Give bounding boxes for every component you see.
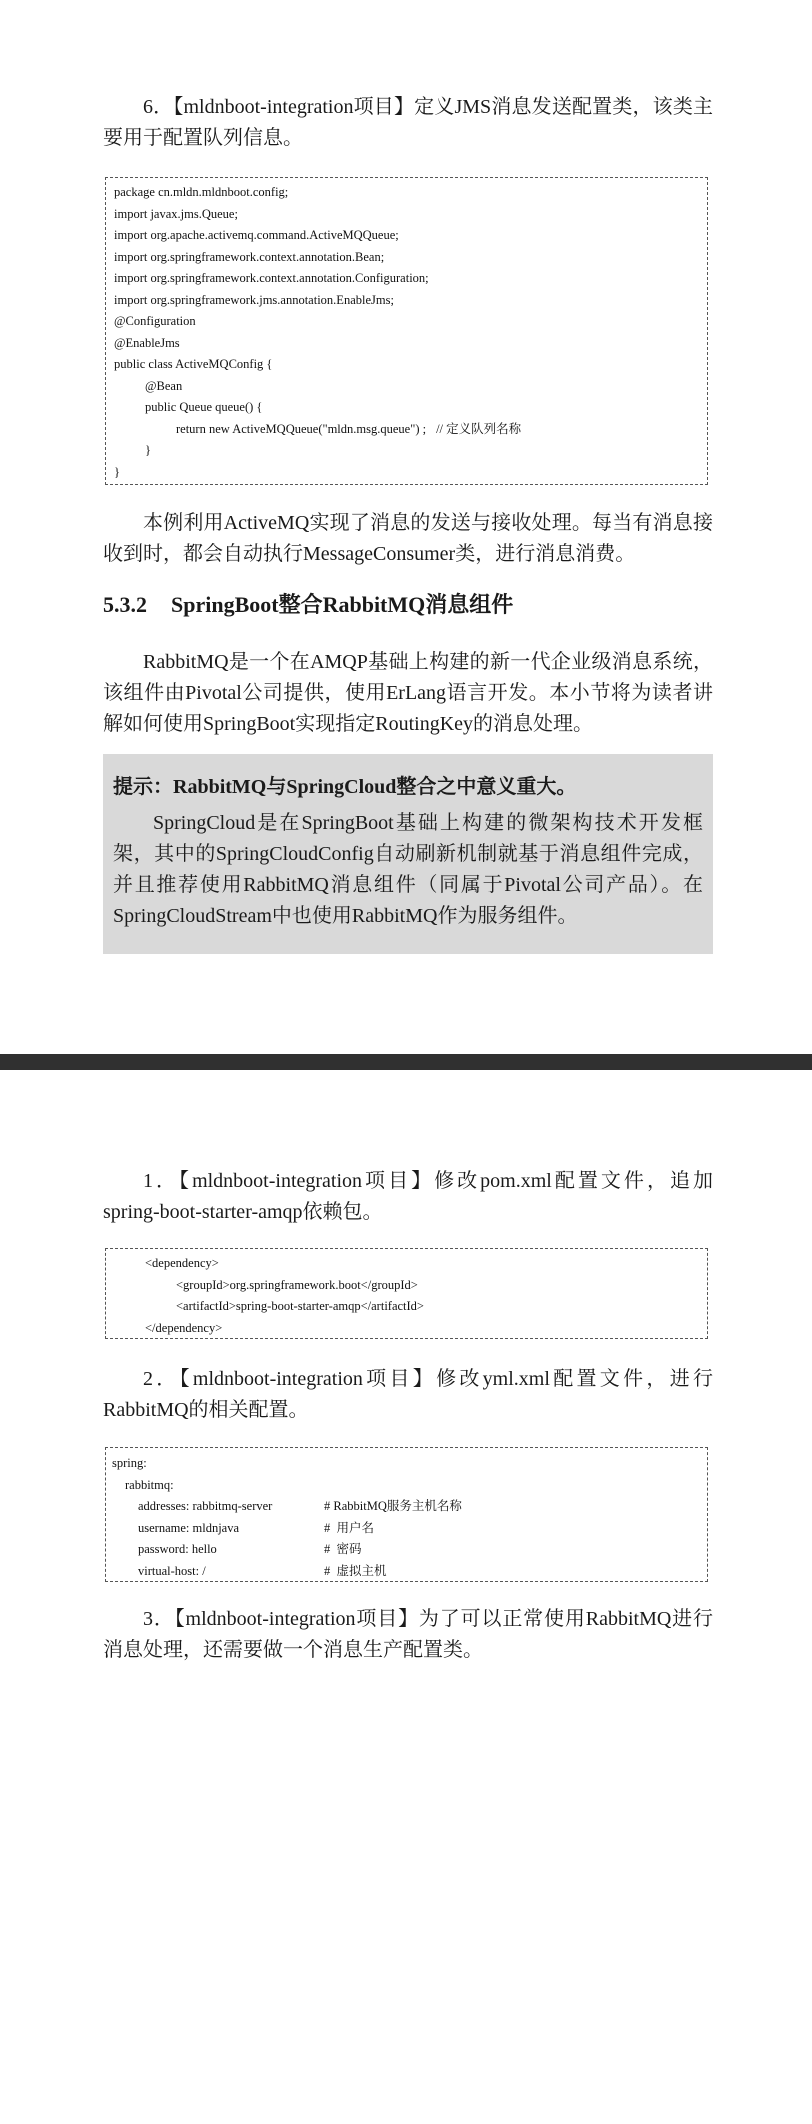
section-heading: [103, 590, 513, 620]
code-text: return new ActiveMQQueue("mldn.msg.queue") ;: [176, 421, 427, 436]
code-line-with-comment: [114, 419, 699, 441]
code-line: spring:: [112, 1456, 147, 1470]
section-number: 5.3.2: [103, 592, 147, 617]
code-line: package cn.mldn.mldnboot.config;: [114, 185, 289, 199]
code-block-pom-dependency: [105, 1248, 708, 1339]
tip-body: SpringCloud是在SpringBoot基础上构建的微架构技术开发框架，其中的SpringCloudConfig自动刷新机制就基于消息组件完成，并且推荐使用RabbitMQ消息组件（同属于Pivotal公司产品）。在SpringCloudStream中也使用RabbitMQ作为服务组件。: [113, 812, 703, 927]
paragraph-activemq-summary: 本例利用ActiveMQ实现了消息的发送与接收处理。每当有消息接收到时，都会自动执行MessageConsumer类，进行消息消费。: [103, 512, 713, 565]
code-text: username: mldnjava: [138, 1520, 240, 1535]
code-block-activemq-config: [105, 177, 708, 485]
paragraph-rabbitmq-intro: RabbitMQ是一个在AMQP基础上构建的新一代企业级消息系统，该组件由Pivotal公司提供，使用ErLang语言开发。本小节将为读者讲解如何使用SpringBoot实现指定RoutingKey的消息处理。: [103, 651, 713, 735]
code-line: import org.springframework.context.annotation.Configuration;: [114, 271, 429, 285]
code-line-with-comment: [112, 1561, 699, 1583]
code-line: import org.apache.activemq.command.ActiveMQQueue;: [114, 228, 399, 242]
code-line-with-comment: [112, 1518, 699, 1540]
code-line: import javax.jms.Queue;: [114, 206, 238, 221]
paragraph-step-6: 6．【mldnboot-integration项目】定义JMS消息发送配置类，该类主要用于配置队列信息。: [103, 96, 713, 149]
code-text: password: hello: [138, 1542, 217, 1556]
code-line-with-comment: [112, 1496, 699, 1518]
code-line: rabbitmq:: [125, 1477, 174, 1492]
code-line: @Bean: [145, 378, 183, 393]
code-block-yml-config: [105, 1447, 708, 1582]
code-comment: # RabbitMQ服务主机名称: [324, 1499, 462, 1513]
code-line: <artifactId>spring-boot-starter-amqp</artifactId>: [176, 1299, 424, 1313]
paragraph-step-1: 1．【mldnboot-integration项目】修改pom.xml配置文件，追加spring-boot-starter-amqp依赖包。: [103, 1170, 713, 1223]
code-line: <groupId>org.springframework.boot</groupId>: [176, 1277, 418, 1292]
code-line: }: [145, 443, 151, 457]
code-line: import org.springframework.jms.annotation.EnableJms;: [114, 292, 394, 307]
paragraph-step-3: 3．【mldnboot-integration项目】为了可以正常使用RabbitMQ进行消息处理，还需要做一个消息生产配置类。: [103, 1608, 713, 1661]
code-line-with-comment: [112, 1539, 699, 1561]
code-comment: # 密码: [324, 1542, 362, 1556]
code-comment: // 定义队列名称: [436, 421, 522, 436]
code-line: public Queue queue() {: [145, 400, 263, 414]
section-title: SpringBoot整合RabbitMQ消息组件: [171, 592, 514, 617]
paragraph-step-2: 2．【mldnboot-integration项目】修改yml.xml配置文件，进行RabbitMQ的相关配置。: [103, 1368, 713, 1421]
code-comment: # 用户名: [324, 1520, 375, 1535]
code-line: public class ActiveMQConfig {: [114, 357, 273, 371]
code-line: <dependency>: [145, 1256, 219, 1270]
code-line: import org.springframework.context.annotation.Bean;: [114, 249, 385, 264]
page-2: [0, 1070, 812, 2124]
code-line: }: [114, 464, 120, 479]
code-line: @EnableJms: [114, 335, 180, 350]
page-1: [0, 0, 812, 1054]
tip-title: 提示：RabbitMQ与SpringCloud整合之中意义重大。: [113, 776, 577, 798]
code-line: </dependency>: [145, 1320, 223, 1335]
code-text: virtual-host: /: [138, 1563, 206, 1578]
code-comment: # 虚拟主机: [324, 1563, 387, 1578]
page-divider: [0, 1054, 812, 1070]
tip-box: [103, 754, 713, 954]
code-text: addresses: rabbitmq-server: [138, 1499, 273, 1513]
code-line: @Configuration: [114, 314, 196, 328]
